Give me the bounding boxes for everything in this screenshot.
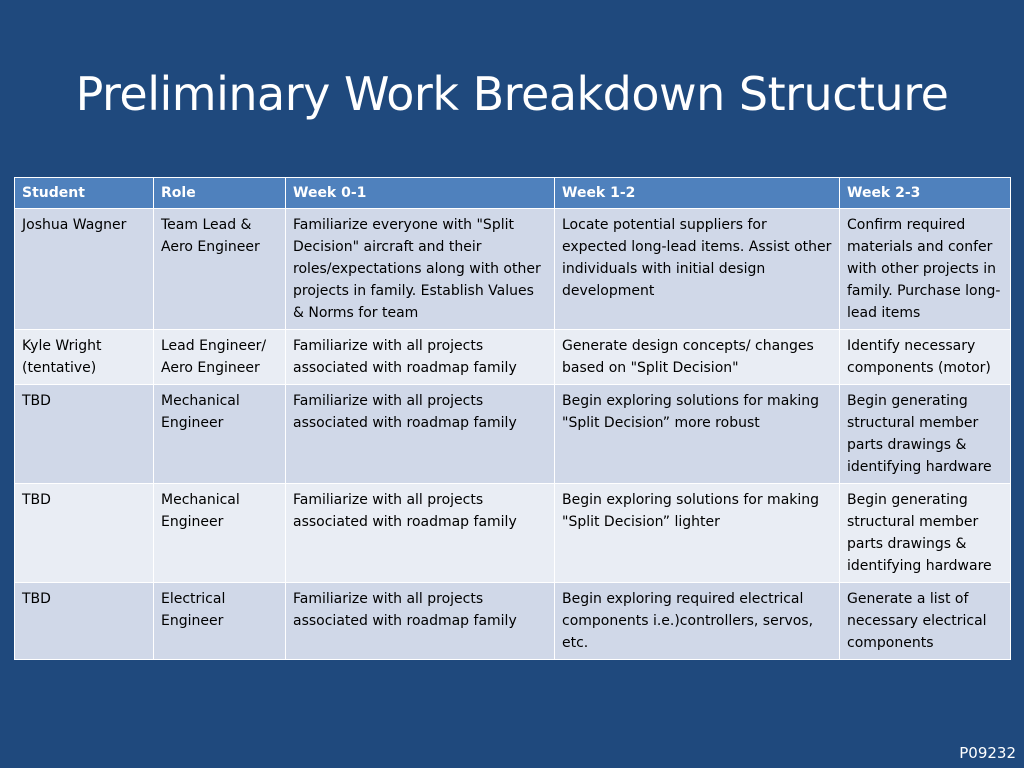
header-student: Student — [15, 178, 154, 209]
cell-week-0-1: Familiarize with all projects associated with roadmap family — [286, 484, 555, 583]
cell-student: Joshua Wagner — [15, 209, 154, 330]
cell-week-2-3: Begin generating structural member parts drawings & identifying hardware — [840, 484, 1011, 583]
cell-role: Mechanical Engineer — [154, 484, 286, 583]
cell-student: Kyle Wright (tentative) — [15, 330, 154, 385]
cell-week-2-3: Identify necessary components (motor) — [840, 330, 1011, 385]
table-row — [15, 385, 1011, 484]
cell-week-0-1: Familiarize with all projects associated with roadmap family — [286, 583, 555, 660]
table-row — [15, 583, 1011, 660]
cell-week-1-2: Begin exploring required electrical components i.e.)controllers, servos, etc. — [555, 583, 840, 660]
cell-student: TBD — [15, 385, 154, 484]
cell-week-0-1: Familiarize with all projects associated with roadmap family — [286, 330, 555, 385]
cell-role: Lead Engineer/ Aero Engineer — [154, 330, 286, 385]
cell-week-1-2: Generate design concepts/ changes based on "Split Decision" — [555, 330, 840, 385]
work-breakdown-table — [14, 177, 1011, 660]
cell-week-2-3: Confirm required materials and confer with other projects in family. Purchase long-lead items — [840, 209, 1011, 330]
header-week-1-2: Week 1-2 — [555, 178, 840, 209]
cell-week-0-1: Familiarize with all projects associated with roadmap family — [286, 385, 555, 484]
cell-week-0-1: Familiarize everyone with "Split Decision" aircraft and their roles/expectations along with other projects in family. Establish Values & Norms for team — [286, 209, 555, 330]
table-row — [15, 484, 1011, 583]
cell-role: Mechanical Engineer — [154, 385, 286, 484]
table-row — [15, 209, 1011, 330]
header-week-0-1: Week 0-1 — [286, 178, 555, 209]
cell-student: TBD — [15, 583, 154, 660]
cell-role: Team Lead & Aero Engineer — [154, 209, 286, 330]
slide-title: Preliminary Work Breakdown Structure — [75, 67, 949, 121]
table-row — [15, 330, 1011, 385]
header-week-2-3: Week 2-3 — [840, 178, 1011, 209]
table-header-row — [15, 178, 1011, 209]
cell-week-1-2: Begin exploring solutions for making "Split Decision” more robust — [555, 385, 840, 484]
cell-week-1-2: Begin exploring solutions for making "Split Decision” lighter — [555, 484, 840, 583]
cell-student: TBD — [15, 484, 154, 583]
cell-role: Electrical Engineer — [154, 583, 286, 660]
cell-week-2-3: Generate a list of necessary electrical components — [840, 583, 1011, 660]
slide-footer-code: P09232 — [959, 744, 1016, 762]
cell-week-2-3: Begin generating structural member parts drawings & identifying hardware — [840, 385, 1011, 484]
cell-week-1-2: Locate potential suppliers for expected long-lead items. Assist other individuals with initial design development — [555, 209, 840, 330]
header-role: Role — [154, 178, 286, 209]
